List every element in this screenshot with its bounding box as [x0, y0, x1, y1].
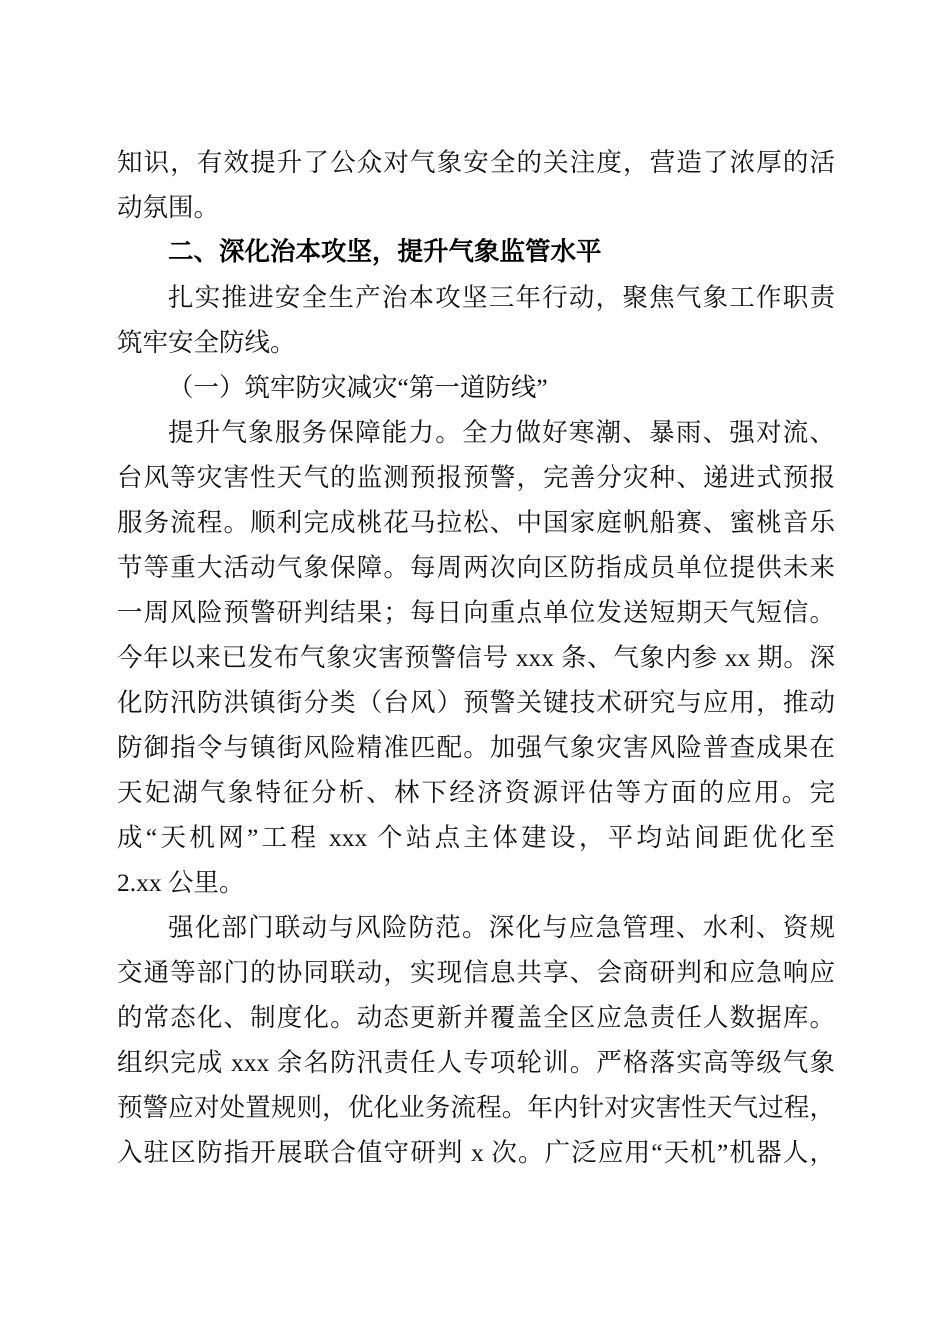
- text-line: 节等重大活动气象保障。每周两次向区防指成员单位提供未来: [117, 553, 835, 582]
- text-line: 入驻区防指开展联合值守研判 x 次。广泛应用“天机”机器人，: [117, 1138, 835, 1167]
- text-line: 成“天机网”工程 xxx 个站点主体建设，平均站间距优化至: [117, 823, 835, 852]
- text-line: 预警应对处置规则，优化业务流程。年内针对灾害性天气过程，: [117, 1093, 835, 1122]
- text-line: 天妃湖气象特征分析、林下经济资源评估等方面的应用。完: [117, 778, 835, 807]
- text-line: 交通等部门的协同联动，实现信息共享、会商研判和应急响应: [117, 958, 835, 987]
- text-line: （一）筑牢防灾减灾“第一道防线”: [168, 373, 548, 402]
- text-line: 强化部门联动与风险防范。深化与应急管理、水利、资规: [168, 913, 835, 942]
- paragraph-intro-section-2: [117, 275, 835, 365]
- text-line: 的常态化、制度化。动态更新并覆盖全区应急责任人数据库。: [117, 1003, 835, 1032]
- heading-section-2: [117, 230, 835, 275]
- text-line: 组织完成 xxx 余名防汛责任人专项轮训。严格落实高等级气象: [117, 1048, 835, 1077]
- paragraph-continuation-activity: [117, 140, 835, 230]
- text-line: 动氛围。: [117, 193, 220, 222]
- text-line: 2.xx 公里。: [117, 868, 245, 897]
- text-line: 防御指令与镇街风险精准匹配。加强气象灾害风险普查成果在: [117, 733, 835, 762]
- document-body: [117, 140, 835, 1175]
- text-line: 今年以来已发布气象灾害预警信号 xxx 条、气象内参 xx 期。深: [117, 643, 835, 672]
- heading-subsection-1: [117, 365, 835, 410]
- text-line: 提升气象服务保障能力。全力做好寒潮、暴雨、强对流、: [168, 418, 835, 447]
- text-line: 筑牢安全防线。: [117, 328, 296, 357]
- text-line: 知识，有效提升了公众对气象安全的关注度，营造了浓厚的活: [117, 148, 835, 177]
- text-line: 台风等灾害性天气的监测预报预警，完善分灾种、递进式预报: [117, 463, 835, 492]
- text-line: 扎实推进安全生产治本攻坚三年行动，聚焦气象工作职责: [168, 283, 835, 312]
- text-line: 化防汛防洪镇街分类（台风）预警关键技术研究与应用，推动: [117, 688, 835, 717]
- text-line: 服务流程。顺利完成桃花马拉松、中国家庭帆船赛、蜜桃音乐: [117, 508, 835, 537]
- text-line: 二、深化治本攻坚，提升气象监管水平: [168, 238, 602, 266]
- paragraph-department-linkage: [117, 905, 835, 1175]
- text-line: 一周风险预警研判结果；每日向重点单位发送短期天气短信。: [117, 598, 835, 627]
- paragraph-service-capability: [117, 410, 835, 905]
